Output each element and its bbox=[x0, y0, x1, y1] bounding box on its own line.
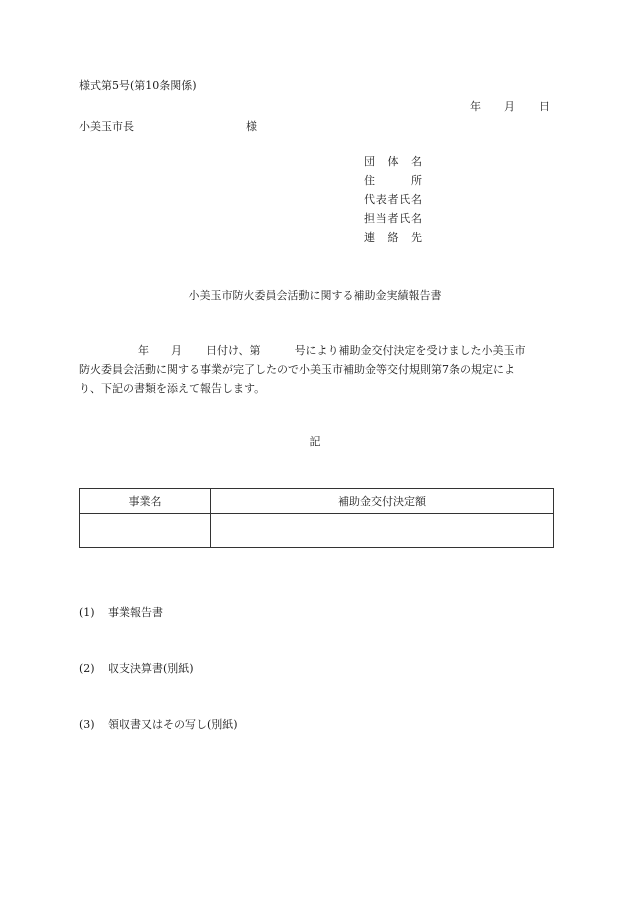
body-line1-rest: 号により補助金交付決定を受けました小美玉市 bbox=[294, 344, 526, 357]
field-label: 担当者氏名 bbox=[364, 212, 422, 225]
date-day: 日 bbox=[539, 100, 550, 113]
field-label: 連絡先 bbox=[364, 231, 422, 244]
cell-subsidy-amount bbox=[211, 514, 554, 548]
body-line-1 bbox=[79, 341, 554, 360]
date-line bbox=[470, 101, 550, 112]
ki-heading: 記 bbox=[309, 435, 321, 448]
field-label: 住所 bbox=[364, 174, 422, 187]
attachment-number: (2) bbox=[79, 662, 95, 675]
addressee-mayor: 小美玉市長 bbox=[79, 120, 134, 133]
attachment-label: 事業報告書 bbox=[108, 606, 163, 619]
body-year: 年 bbox=[138, 344, 149, 357]
attachment-3 bbox=[79, 719, 238, 730]
document-title: 小美玉市防火委員会活動に関する補助金実績報告書 bbox=[188, 289, 442, 302]
field-contact-info bbox=[364, 232, 422, 244]
table-row bbox=[80, 514, 554, 548]
project-table bbox=[79, 488, 554, 548]
field-address bbox=[364, 175, 422, 187]
attachment-label: 領収書又はその写し(別紙) bbox=[108, 718, 238, 731]
addressee-line bbox=[79, 121, 257, 132]
date-month: 月 bbox=[504, 100, 515, 113]
field-label: 代表者氏名 bbox=[364, 193, 422, 206]
table-header-row bbox=[80, 489, 554, 514]
body-dated-no: 日付け、第 bbox=[206, 344, 261, 357]
addressee-honorific: 様 bbox=[246, 120, 257, 133]
body-month: 月 bbox=[171, 344, 182, 357]
attachment-2 bbox=[79, 663, 194, 674]
cell-project-name bbox=[80, 514, 211, 548]
header-project-name: 事業名 bbox=[80, 489, 211, 514]
attachment-1 bbox=[79, 607, 163, 618]
field-contact-person-name bbox=[364, 213, 422, 225]
field-label: 団体名 bbox=[364, 155, 422, 168]
field-organization-name bbox=[364, 156, 422, 168]
field-representative-name bbox=[364, 194, 422, 206]
attachment-number: (3) bbox=[79, 718, 95, 731]
date-year: 年 bbox=[470, 100, 481, 113]
attachment-number: (1) bbox=[79, 606, 95, 619]
body-line-2: 防火委員会活動に関する事業が完了したので小美玉市補助金等交付規則第7条の規定によ bbox=[79, 363, 515, 376]
attachment-label: 収支決算書(別紙) bbox=[108, 662, 194, 675]
form-number: 様式第5号(第10条関係) bbox=[79, 79, 197, 92]
header-subsidy-amount: 補助金交付決定額 bbox=[211, 489, 554, 514]
body-line-3: り、下記の書類を添えて報告します。 bbox=[79, 382, 266, 395]
